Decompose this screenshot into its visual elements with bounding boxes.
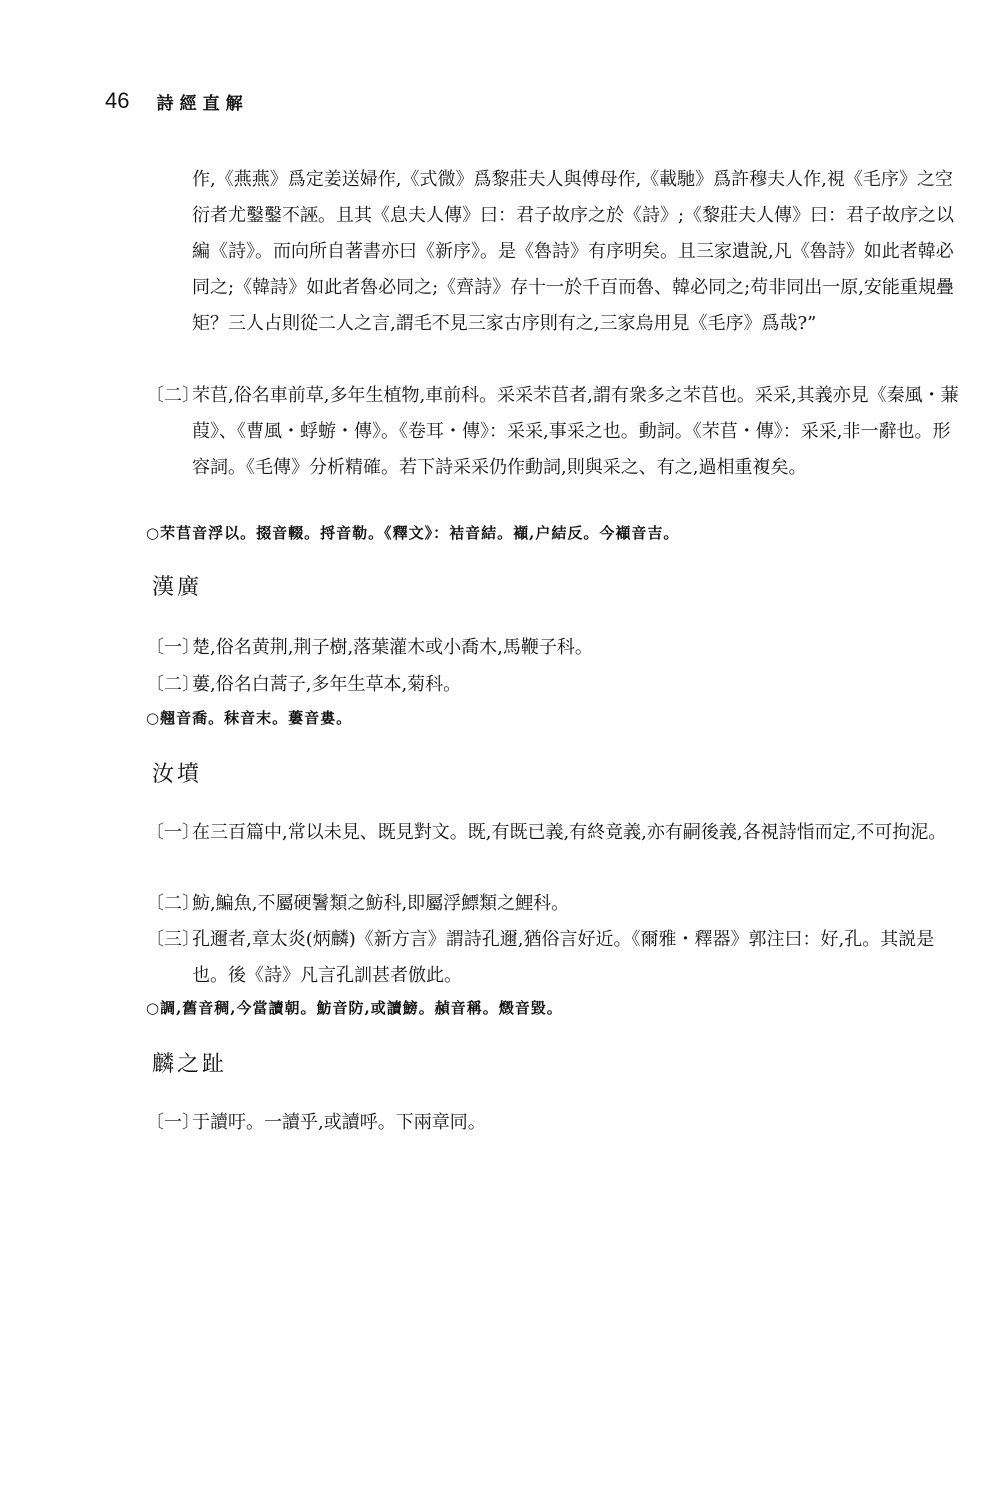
note-number: 〔一〕 xyxy=(146,822,200,843)
note-text: 楚,俗名黄荆,荆子樹,落葉灌木或小喬木,馬鞭子科。 xyxy=(192,637,593,658)
note-text: 在三百篇中,常以未見、既見對文。既,有既已義,有終竟義,亦有嗣後義,各視詩恉而定,不可拘泥。 xyxy=(192,822,947,843)
note-text: 于讀吁。一讀乎,或讀呼。下兩章同。 xyxy=(192,1112,486,1133)
note-text: 芣苢,俗名車前草,多年生植物,車前科。采采芣苢者,謂有衆多之芣苢也。采采,其義亦見《秦風・蒹葭》、《曹風・蜉蝣・傳》。《卷耳・傳》：采采,事采之也。動詞。《芣苢・傳》：采采,非一辭也。形容詞。《毛傳》分析精確。若下詩采采仍作動詞,則與采之、有之,過相重複矣。 xyxy=(192,385,959,478)
running-title: 詩經直解 xyxy=(156,93,249,114)
poem-title: 漢廣 xyxy=(152,575,203,600)
poem-title: 麟之趾 xyxy=(152,1052,228,1077)
note-item xyxy=(146,886,962,922)
running-header xyxy=(105,88,249,118)
note-number: 〔二〕 xyxy=(146,893,200,914)
note-item xyxy=(146,922,962,994)
note-number: 〔二〕 xyxy=(146,385,200,406)
note-item xyxy=(146,378,962,486)
note-item xyxy=(146,630,962,666)
note-item xyxy=(146,1105,962,1141)
note-number: 〔一〕 xyxy=(146,1112,200,1133)
note-number: 〔二〕 xyxy=(146,674,200,695)
note-number: 〔一〕 xyxy=(146,637,200,658)
pronunciation-note: ○調,舊音稠,今當讀朝。魴音防,或讀鰟。赬音稱。燬音毀。 xyxy=(146,999,563,1017)
note-item xyxy=(146,667,962,703)
note-number: 〔三〕 xyxy=(146,929,200,950)
pronunciation-note: ○翹音喬。秣音末。蔞音婁。 xyxy=(146,709,353,727)
page-number: 46 xyxy=(105,88,130,113)
note-text: 蔞,俗名白蒿子,多年生草本,菊科。 xyxy=(192,674,462,695)
poem-title: 汝墳 xyxy=(152,762,203,787)
continuation-paragraph: 作,《燕燕》爲定姜送婦作,《式微》爲黎莊夫人與傅母作,《載馳》爲許穆夫人作,視《毛序》之空衍者尤鑿鑿不誣。且其《息夫人傳》曰：君子故序之於《詩》;《黎莊夫人傳》曰：君子故序之以編《詩》。而向所自著書亦曰《新序》。是《魯詩》有序明矣。且三家遺說,凡《魯詩》如此者韓必同之;《韓詩》如此者魯必同之;《齊詩》存十一於千百而魯、韓必同之;苟非同出一原,安能重規疊矩？三人占則從二人之言,謂毛不見三家古序則有之,三家烏用見《毛序》爲哉?” xyxy=(192,169,955,334)
note-text: 魴,鯿魚,不屬硬鬐類之魴科,即屬浮鰾類之鯉科。 xyxy=(192,893,570,914)
note-item xyxy=(146,815,962,851)
note-text: 孔邇者,章太炎(炳麟)《新方言》謂詩孔邇,猶俗言好近。《爾雅・釋器》郭注曰：好,孔。其説是也。後《詩》凡言孔訓甚者倣此。 xyxy=(192,929,935,986)
pronunciation-note: ○芣苢音浮以。掇音輟。捋音勒。《釋文》：袺音結。襭,户結反。今襭音吉。 xyxy=(146,524,680,542)
